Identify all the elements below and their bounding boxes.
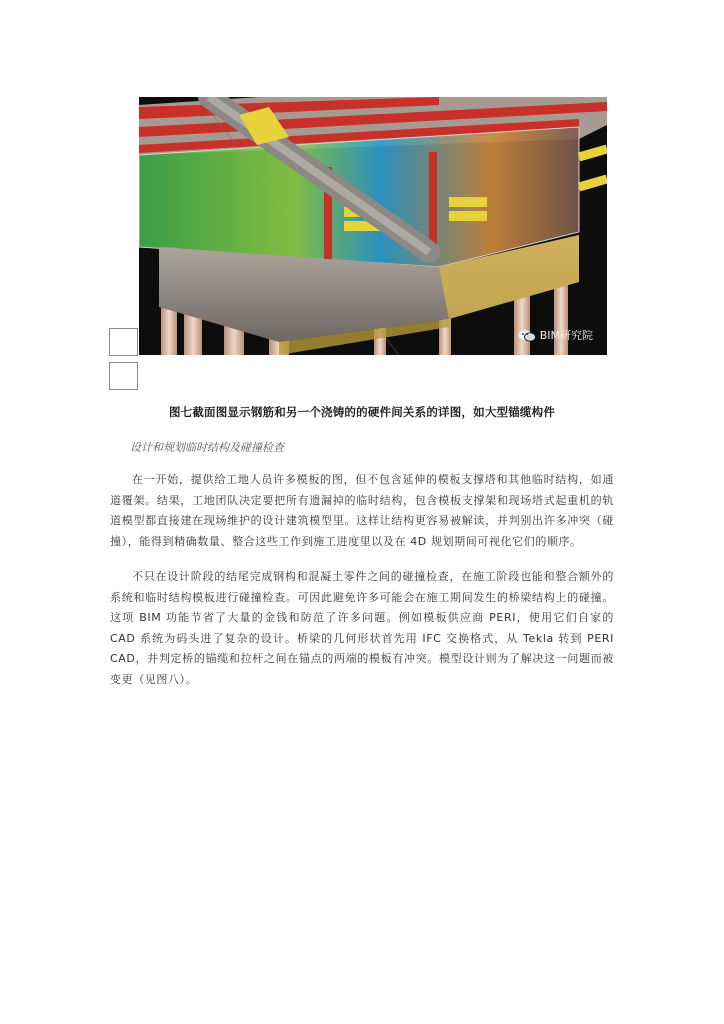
- figure-caption: 图七截面图显示钢筋和另一个浇铸的的硬件间关系的详图，如大型锚缆构件: [168, 405, 556, 419]
- watermark: [518, 327, 593, 343]
- paragraph: 在一开始，提供给工地人员许多模板的图，但不包含延伸的模板支撑塔和其他临时结构，如通道覆架。结果，工地团队决定要把所有遗漏掉的临时结构，包含模板支撑架和现场塔式起重机的轨道模型都直接建在现场维护的设计建筑模型里。这样让结构更容易被解读，并判别出许多冲突（碰撞），能得到精确数量、整合这些工作到施工进度里以及在 4D 规划期间可视化它们的顺序。: [110, 473, 614, 548]
- placeholder-box: [109, 362, 138, 390]
- watermark-text: BIM研究院: [539, 329, 593, 342]
- wechat-icon: [518, 329, 536, 342]
- bridge-model-image: [139, 97, 607, 355]
- paragraph: 不只在设计阶段的结尾完成钢构和混凝土零件之间的碰撞检查，在施工阶段也能和整合额外的系统和临时结构模板进行碰撞检查。可因此避免许多可能会在施工期间发生的桥梁结构上的碰撞。这项 BIM 功能节省了大量的金钱和防范了许多问题。例如模板供应商 PERI，使用它们自家的 CAD 系统为码头进了复杂的设计。桥梁的几何形状首先用 IFC 交换格式，从 Tekla 转到 PERI CAD，并判定桥的锚缆和拉杆之间在锚点的两端的模板有冲突。模型设计则为了解决这一问题而被变更（见图八）。: [110, 570, 614, 686]
- section-heading: 设计和规划临时结构及碰撞检查: [130, 441, 284, 454]
- placeholder-box: [109, 328, 138, 356]
